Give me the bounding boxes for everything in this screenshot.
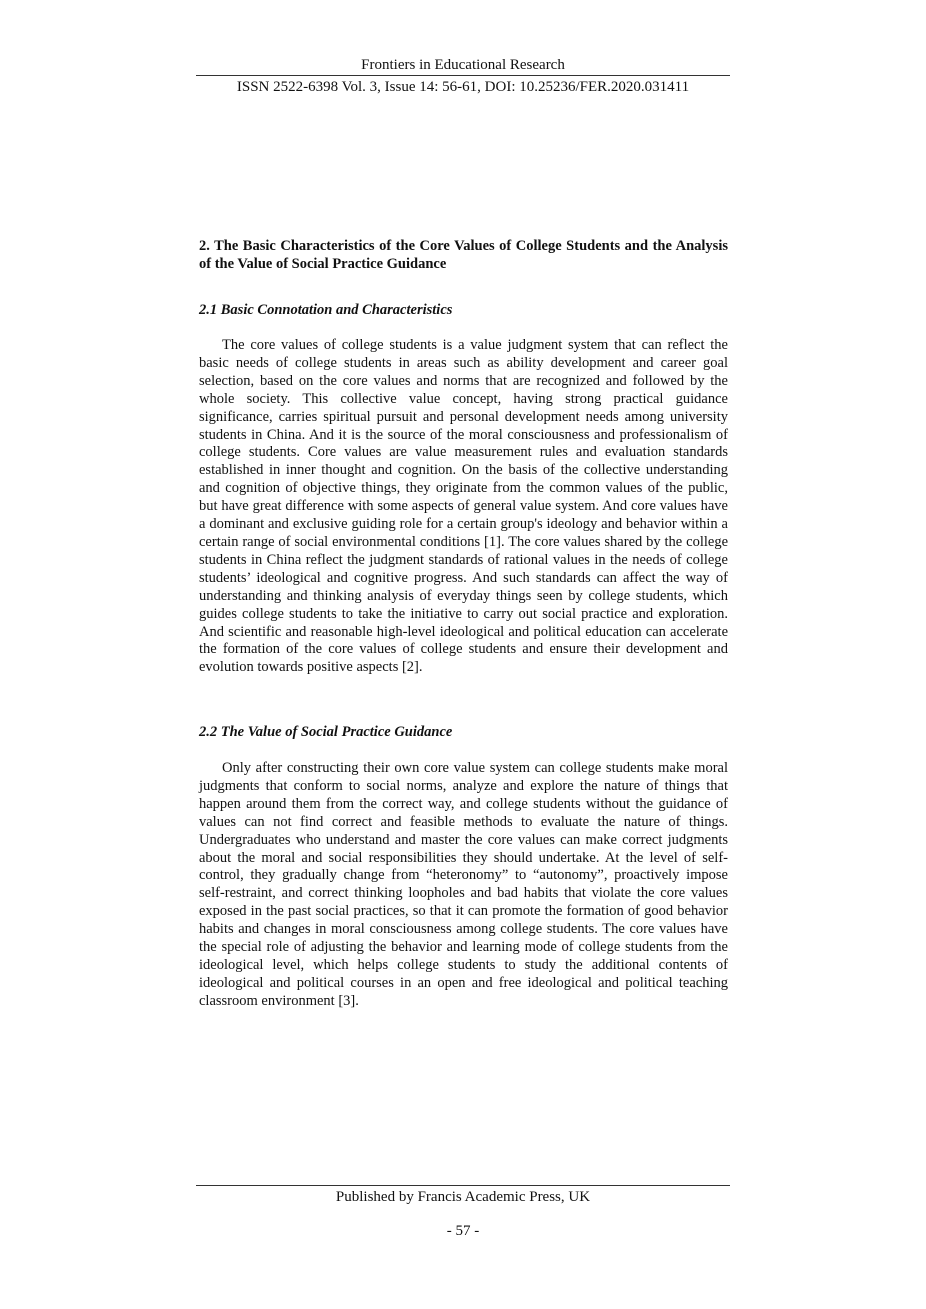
page-number: - 57 -: [446, 1223, 480, 1239]
footer-divider: [196, 1185, 730, 1186]
publisher-line: Published by Francis Academic Press, UK: [335, 1189, 591, 1205]
subsection-title-2-2: 2.2 The Value of Social Practice Guidance: [199, 724, 453, 740]
issn-line: ISSN 2522-6398 Vol. 3, Issue 14: 56-61, DOI: 10.25236/FER.2020.031411: [236, 79, 690, 95]
paragraph-2-1: The core values of college students is a value judgment system that can reflect the basic needs of college students in areas such as ability development and career goal selection, based on the core values and norms that are recognized and followed by the whole society. This collective value concept, having strong practical guidance significance, carries spiritual pursuit and personal development needs among university students in China. And it is the source of the moral consciousness and professionalism of college students. Core values are value measurement rules and evaluation standards established in inner thought and cognition. On the basis of the collective understanding and cognition of objective things, they originate from the common values of the public, but have great difference with some aspects of general value system. And core values have a dominant and exclusive guiding role for a certain group's ideology and behavior within a certain range of social environmental conditions [1]. The core values shared by the college students in China reflect the judgment standards of rational values in the needs of college students’ ideological and cognitive progress. And such standards can affect the way of understanding and thinking analysis of everyday things seen by college students, which guides college students to take the initiative to carry out social practice and exploration. And scientific and reasonable high-level ideological and political education can accelerate the formation of the core values of college students and ensure their development and evolution towards positive aspects [2].: [199, 337, 728, 676]
paragraph-2-2: Only after constructing their own core value system can college students make moral judgments that conform to social norms, analyze and explore the nature of things that happen around them from the correct way, and college students without the guidance of values can not find correct and feasible methods to evaluate the nature of things. Undergraduates who understand and master the core values can make correct judgments about the moral and social responsibilities they should undertake. At the level of self-control, they gradually change from “heteronomy” to “autonomy”, proactively impose self-restraint, and correct thinking loopholes and bad habits that violate the core values exposed in the past social practices, so that it can promote the formation of good behavior habits and changes in moral consciousness among college students. The core values have the special role of adjusting the behavior and learning mode of college students from the ideological level, which helps college students to study the additional contents of ideological and political courses in an open and free ideological and political teaching classroom environment [3].: [199, 760, 728, 1009]
header-divider: [196, 75, 730, 76]
journal-name: Frontiers in Educational Research: [361, 57, 565, 73]
section-title: 2. The Basic Characteristics of the Core Values of College Students and the Analysis of the Value of Social Practice Guidance: [199, 238, 728, 272]
subsection-title-2-1: 2.1 Basic Connotation and Characteristics: [199, 302, 453, 318]
